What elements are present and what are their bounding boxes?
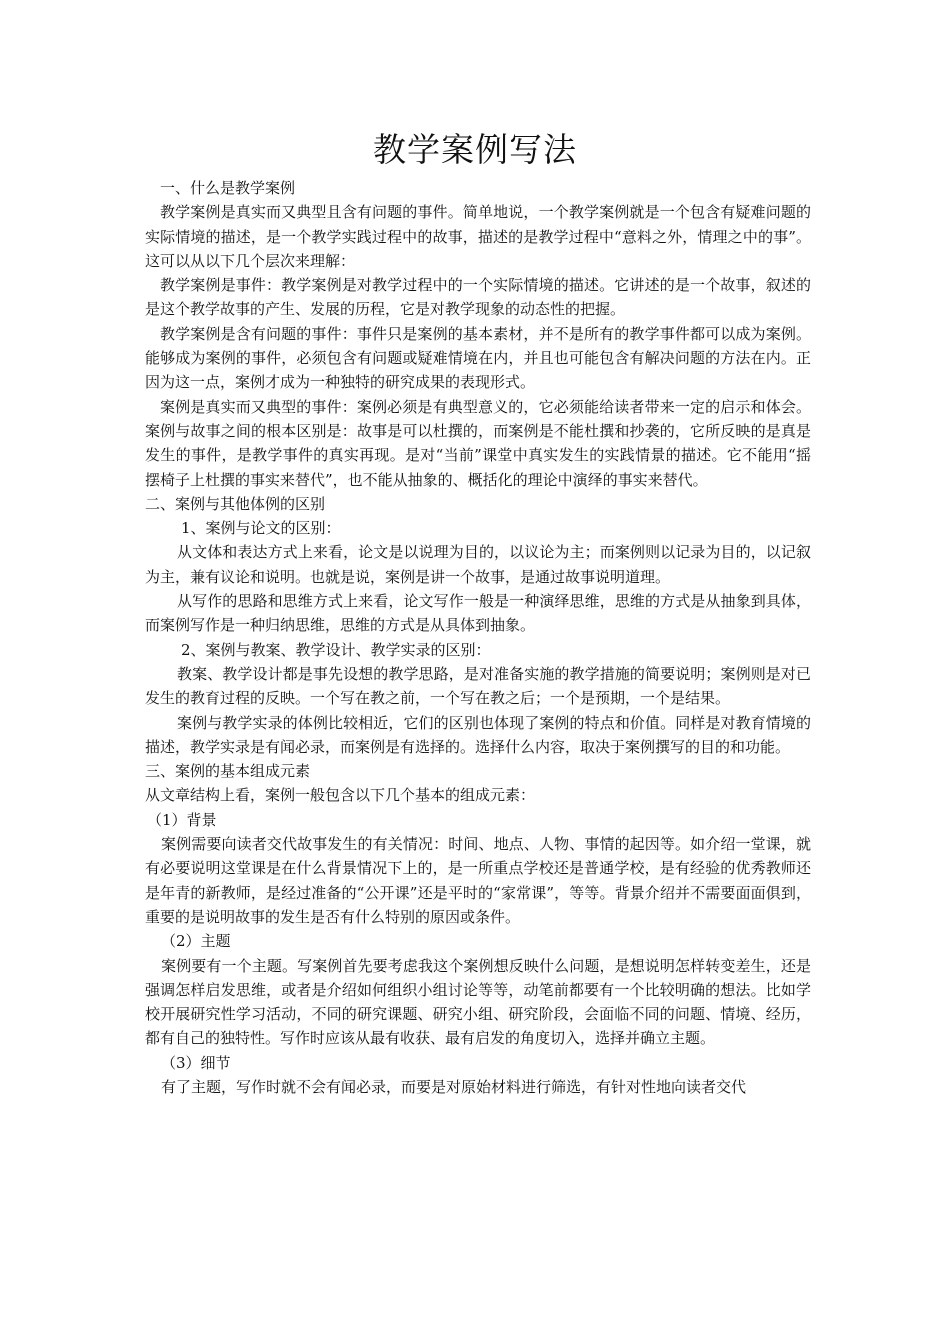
body-paragraph: 从文体和表达方式上来看，论文是以说理为目的，以议论为主；而案例则以记录为目的，以记叙为主，兼有议论和说明。也就是说，案例是讲一个故事，是通过故事说明道理。 [145,543,811,586]
document-body [145,176,811,1099]
body-paragraph: 案例要有一个主题。写案例首先要考虑我这个案例想反映什么问题，是想说明怎样转变差生，还是强调怎样启发思维，或者是介绍如何组织小组讨论等等，动笔前都要有一个比较明确的想法。比如学校开展研究性学习活动，不同的研究课题、研究小组、研究阶段，会面临不同的问题、情境、经历，都有自己的独特性。写作时应该从最有收获、最有启发的角度切入，选择并确立主题。 [145,956,811,1048]
body-paragraph: 教学案例是事件：教学案例是对教学过程中的一个实际情境的描述。它讲述的是一个故事，叙述的是这个教学故事的产生、发展的历程，它是对教学现象的动态性的把握。 [145,276,811,319]
body-paragraph: 案例与教学实录的体例比较相近，它们的区别也体现了案例的特点和价值。同样是对教育情境的描述，教学实录是有闻必录，而案例是有选择的。选择什么内容，取决于案例撰写的目的和功能。 [145,713,811,756]
subsection-heading: （2）主题 [161,932,231,951]
body-paragraph: 教学案例是含有问题的事件：事件只是案例的基本素材，并不是所有的教学事件都可以成为案例。能够成为案例的事件，必须包含有问题或疑难情境在内，并且也可能包含有解决问题的方法在内。正因为这一点，案例才成为一种独特的研究成果的表现形式。 [145,324,811,392]
subsection-heading: （3）细节 [161,1053,231,1072]
body-paragraph: 案例需要向读者交代故事发生的有关情况：时间、地点、人物、事情的起因等。如介绍一堂课，就有必要说明这堂课是在什么背景情况下上的，是一所重点学校还是普通学校，是有经验的优秀教师还是年青的新教师，是经过准备的“公开课”还是平时的“家常课”，等等。背景介绍并不需要面面俱到，重要的是说明故事的发生是否有什么特别的原因或条件。 [145,835,811,926]
body-paragraph: 从文章结构上看，案例一般包含以下几个基本的组成元素： [145,786,536,805]
section-heading: 一、什么是教学案例 [160,179,296,197]
subsection-heading: 2、案例与教案、教学设计、教学实录的区别： [181,640,491,659]
body-paragraph: 从写作的思路和思维方式上来看，论文写作一般是一种演绎思维，思维的方式是从抽象到具体，而案例写作是一种归纳思维，思维的方式是从具体到抽象。 [145,592,811,635]
subsection-heading: 1、案例与论文的区别： [181,519,341,538]
body-paragraph: 有了主题，写作时就不会有闻必录，而要是对原始材料进行筛选，有针对性地向读者交代 [161,1077,747,1096]
body-paragraph: 教案、教学设计都是事先设想的教学思路，是对准备实施的教学措施的简要说明；案例则是对已发生的教育过程的反映。一个写在教之前，一个写在教之后；一个是预期，一个是结果。 [145,664,811,708]
section-heading: 二、案例与其他体例的区别 [145,494,326,513]
subsection-heading: （1）背景 [147,810,217,829]
body-paragraph: 教学案例是真实而又典型且含有问题的事件。简单地说，一个教学案例就是一个包含有疑难问题的实际情境的描述，是一个教学实践过程中的故事，描述的是教学过程中“意料之外，情理之中的事”。这可以从以下几个层次来理解： [145,203,811,270]
page-title: 教学案例写法 [373,130,577,169]
body-paragraph: 案例是真实而又典型的事件：案例必须是有典型意义的，它必须能给读者带来一定的启示和体会。案例与故事之间的根本区别是：故事是可以杜撰的，而案例是不能杜撰和抄袭的，它所反映的是真是发生的事件，是教学事件的真实再现。是对“当前”课堂中真实发生的实践情景的描述。它不能用“摇摆椅子上杜撰的事实来替代”，也不能从抽象的、概括化的理论中演绎的事实来替代。 [145,397,811,489]
section-heading: 三、案例的基本组成元素 [145,762,311,781]
